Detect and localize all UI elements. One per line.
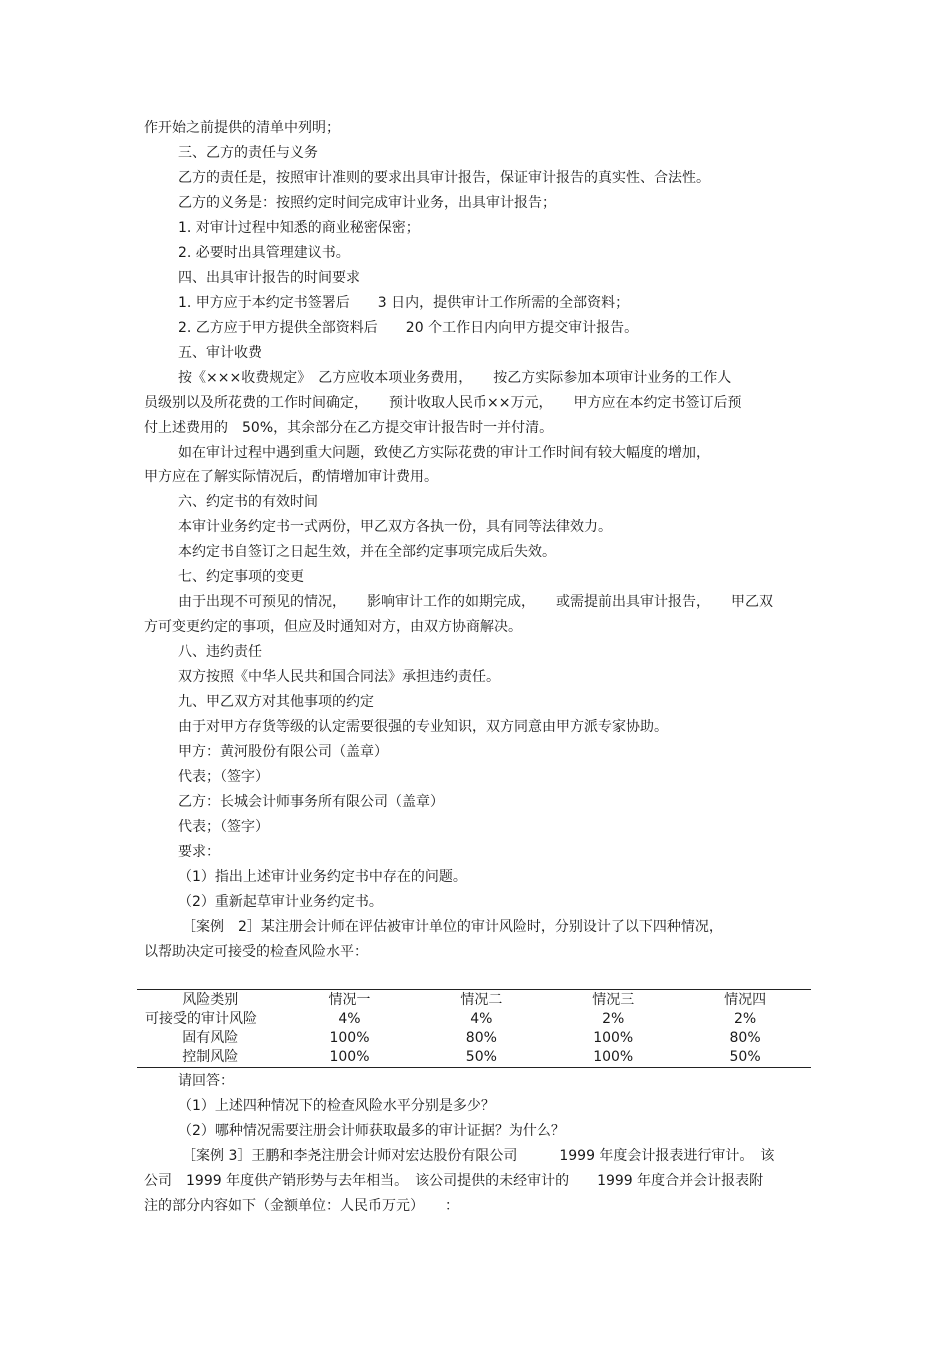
paragraph: 乙方的义务是：按照约定时间完成审计业务，出具审计报告；	[178, 195, 556, 211]
table-cell: 可接受的审计风险	[145, 1011, 257, 1027]
paragraph: 由于出现不可预见的情况， 影响审计工作的如期完成， 或需提前出具审计报告， 甲乙双	[178, 594, 773, 610]
table-row	[137, 1029, 811, 1048]
section-heading: 五、审计收费	[178, 345, 262, 361]
section-heading: 三、乙方的责任与义务	[178, 145, 318, 161]
paragraph: 注的部分内容如下（金额单位：人民币万元） ：	[144, 1198, 459, 1214]
list-item: 1. 甲方应于本约定书签署后 3 日内，提供审计工作所需的全部资料；	[178, 295, 630, 311]
table-header-cell: 情况三	[592, 992, 635, 1008]
list-item: 2. 乙方应于甲方提供全部资料后 20 个工作日内向甲方提交审计报告。	[178, 320, 639, 336]
paragraph: 付上述费用的 50%，其余部分在乙方提交审计报告时一并付清。	[144, 420, 554, 436]
table-cell: 50%	[729, 1049, 761, 1065]
paragraph: 甲方应在了解实际情况后，酌情增加审计费用。	[144, 469, 438, 485]
paragraph: 员级别以及所花费的工作时间确定， 预计收取人民币××万元， 甲方应在本约定书签订后预	[144, 395, 742, 411]
question-heading: 请回答：	[178, 1073, 234, 1089]
table-header-cell: 情况二	[460, 992, 503, 1008]
paragraph: 如在审计过程中遇到重大问题，致使乙方实际花费的审计工作时间有较大幅度的增加，	[178, 445, 710, 461]
section-heading: 八、违约责任	[178, 644, 262, 660]
table-row	[137, 1010, 811, 1029]
signature-line: 代表；（签字）	[178, 769, 269, 785]
table-cell: 2%	[602, 1011, 625, 1027]
section-heading: 四、出具审计报告的时间要求	[178, 270, 360, 286]
table-header-cell: 情况四	[724, 992, 767, 1008]
paragraph: 按《×××收费规定》 乙方应收本项业务费用， 按乙方实际参加本项审计业务的工作人	[178, 370, 732, 386]
section-heading: 七、约定事项的变更	[178, 569, 304, 585]
risk-table	[137, 989, 811, 1068]
case-heading: ［案例 2］某注册会计师在评估被审计单位的审计风险时，分别设计了以下四种情况，	[182, 919, 723, 935]
list-item: 2. 必要时出具管理建议书。	[178, 245, 350, 261]
table-cell: 50%	[465, 1049, 497, 1065]
table-cell: 2%	[733, 1011, 757, 1027]
paragraph: 公司 1999 年度供产销形势与去年相当。 该公司提供的未经审计的 1999 年度合并会计报表附	[144, 1173, 764, 1189]
table-cell: 100%	[329, 1049, 370, 1065]
list-item: （2）重新起草审计业务约定书。	[178, 894, 383, 910]
table-cell: 80%	[729, 1030, 761, 1046]
case-heading: ［案例 3］王鹏和李尧注册会计师对宏达股份有限公司 1999 年度会计报表进行审计。 该	[182, 1148, 775, 1164]
list-item: （1）指出上述审计业务约定书中存在的问题。	[178, 869, 467, 885]
paragraph: 乙方的责任是，按照审计准则的要求出具审计报告，保证审计报告的真实性、合法性。	[178, 170, 710, 186]
table-cell: 100%	[329, 1030, 370, 1046]
table-header-cell: 情况一	[328, 992, 371, 1008]
table-header-row	[137, 990, 811, 1011]
list-item: （2）哪种情况需要注册会计师获取最多的审计证据？为什么？	[178, 1123, 565, 1139]
list-item: （1）上述四种情况下的检查风险水平分别是多少？	[178, 1098, 495, 1114]
table-cell: 4%	[470, 1011, 493, 1027]
signature-line: 代表；（签字）	[178, 819, 269, 835]
paragraph: 双方按照《中华人民共和国合同法》承担违约责任。	[178, 669, 500, 685]
party-a-line: 甲方：黄河股份有限公司（盖章）	[178, 744, 388, 760]
table-cell: 控制风险	[182, 1049, 239, 1065]
table-cell: 100%	[593, 1049, 634, 1065]
paragraph: 本审计业务约定书一式两份，甲乙双方各执一份，具有同等法律效力。	[178, 519, 612, 535]
table-header-cell: 风险类别	[182, 992, 239, 1008]
table-cell: 4%	[338, 1011, 361, 1027]
section-heading: 九、甲乙双方对其他事项的约定	[178, 694, 374, 710]
table-cell: 80%	[465, 1030, 497, 1046]
requirements-heading: 要求：	[178, 844, 220, 860]
paragraph: 方可变更约定的事项，但应及时通知对方，由双方协商解决。	[144, 619, 522, 635]
list-item: 1. 对审计过程中知悉的商业秘密保密；	[178, 220, 420, 236]
paragraph: 以帮助决定可接受的检查风险水平：	[144, 944, 368, 960]
paragraph: 作开始之前提供的清单中列明；	[144, 120, 340, 136]
table-row	[137, 1048, 811, 1068]
table-cell: 100%	[593, 1030, 634, 1046]
paragraph: 由于对甲方存货等级的认定需要很强的专业知识，双方同意由甲方派专家协助。	[178, 719, 668, 735]
paragraph: 本约定书自签订之日起生效，并在全部约定事项完成后失效。	[178, 544, 556, 560]
section-heading: 六、约定书的有效时间	[178, 494, 318, 510]
party-b-line: 乙方：长城会计师事务所有限公司（盖章）	[178, 794, 444, 810]
table-cell: 固有风险	[182, 1030, 239, 1046]
